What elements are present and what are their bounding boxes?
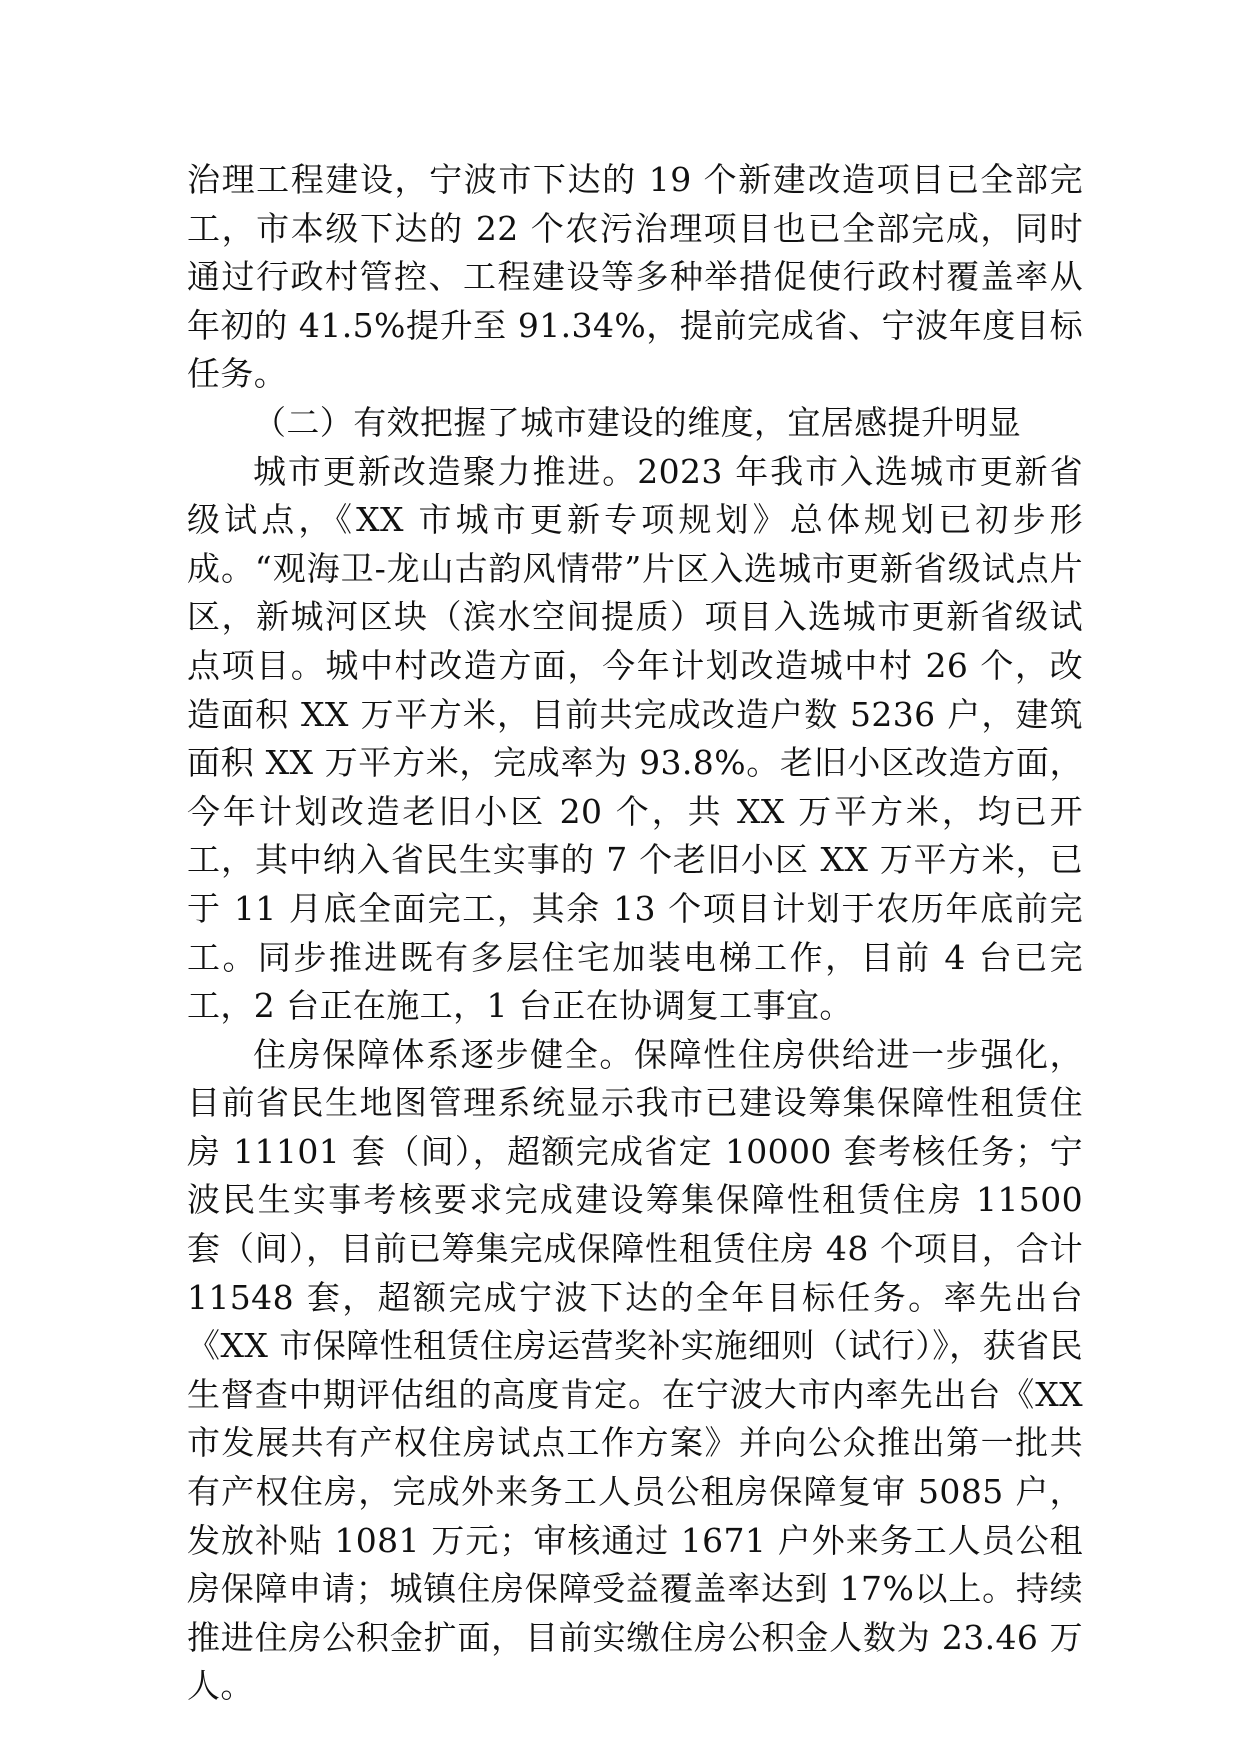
paragraph-urban-renewal: 城市更新改造聚力推进。2023 年我市入选城市更新省级试点，《XX 市城市更新专项规划》总体规划已初步形成。“观海卫-龙山古韵风情带”片区入选城市更新省级试点片区，新城河区块（滨水空间提质）项目入选城市更新省级试点项目。城中村改造方面，今年计划改造城中村 26 个，改造面积 XX 万平方米，目前共完成改造户数 5236 户，建筑面积 XX 万平方米，完成率为 93.8%。老旧小区改造方面，今年计划改造老旧小区 20 个，共 XX 万平方米，均已开工，其中纳入省民生实事的 7 个老旧小区 XX 万平方米，已于 11 月底全面完工，其余 13 个项目计划于农历年底前完工。同步推进既有多层住宅加装电梯工作，目前 4 台已完工，2 台正在施工，1 台正在协调复工事宜。 (187, 451, 1083, 1026)
paragraph-continuation: 治理工程建设，宁波市下达的 19 个新建改造项目已全部完工，市本级下达的 22 个农污治理项目也已全部完成，同时通过行政村管控、工程建设等多种举措促使行政村覆盖率从年初的 41.5%提升至 91.34%，提前完成省、宁波年度目标任务。 (187, 160, 1083, 394)
document-page (187, 156, 1083, 1711)
paragraph-housing-security: 住房保障体系逐步健全。保障性住房供给进一步强化，目前省民生地图管理系统显示我市已建设筹集保障性租赁住房 11101 套（间），超额完成省定 10000 套考核任务；宁波民生实事考核要求完成建设筹集保障性租赁住房 11500 套（间），目前已筹集完成保障性租赁住房 48 个项目，合计 11548 套，超额完成宁波下达的全年目标任务。率先出台《XX 市保障性租赁住房运营奖补实施细则（试行）》，获省民生督查中期评估组的高度肯定。在宁波大市内率先出台《XX 市发展共有产权住房试点工作方案》并向公众推出第一批共有产权住房，完成外来务工人员公租房保障复审 5085 户，发放补贴 1081 万元；审核通过 1671 户外来务工人员公租房保障申请；城镇住房保障受益覆盖率达到 17%以上。持续推进住房公积金扩面，目前实缴住房公积金人数为 23.46 万人。 (187, 1034, 1083, 1706)
section-heading: （二）有效把握了城市建设的维度，宜居感提升明显 (253, 402, 1022, 442)
